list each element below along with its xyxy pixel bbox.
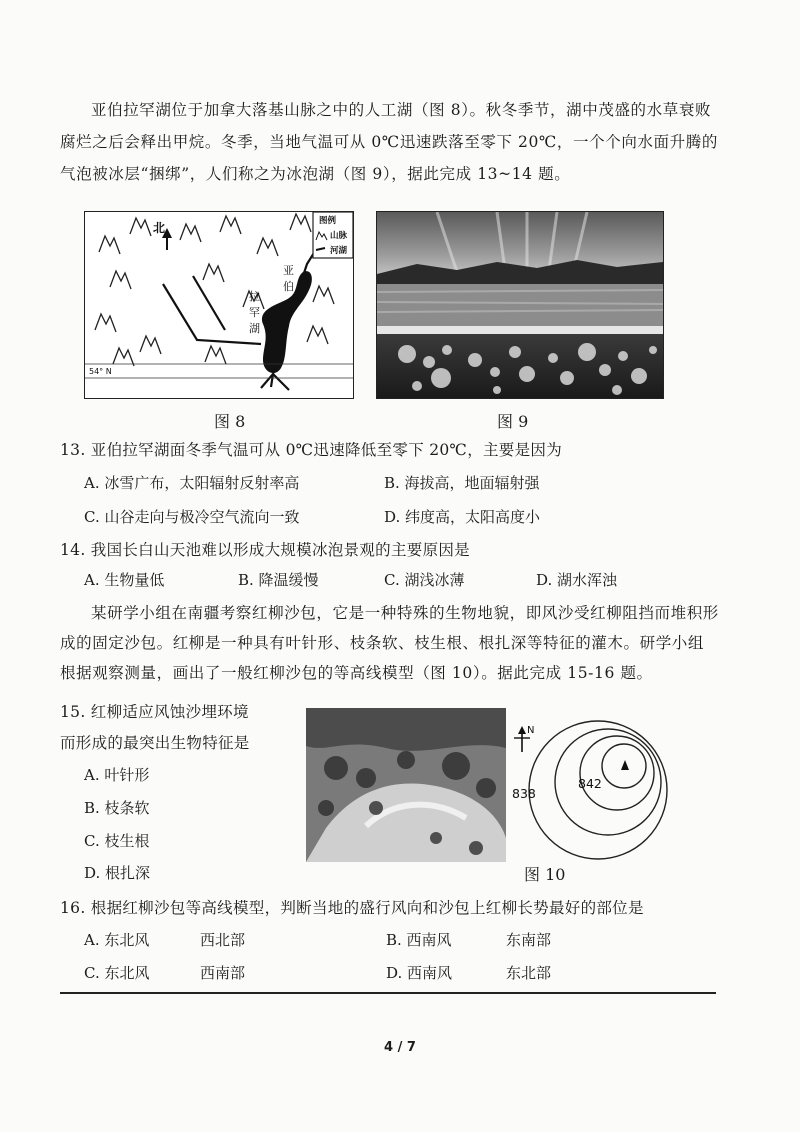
north-arrow-icon — [153, 221, 172, 250]
legend-river-lake-label: 河湖 — [330, 246, 348, 256]
question-16-option-b-direction: B. 西南风 — [386, 931, 452, 949]
lake-label-char: 罕 — [249, 306, 260, 319]
question-16-option-a-part: 西北部 — [200, 931, 246, 949]
question-15-option-d: D. 根扎深 — [84, 864, 151, 882]
question-14-option-d: D. 湖水浑浊 — [536, 571, 618, 589]
figure-10-photo — [306, 708, 506, 862]
question-14-option-b: B. 降温缓慢 — [238, 571, 319, 589]
figure-8-map — [84, 211, 354, 399]
question-14-option-a: A. 生物量低 — [84, 571, 165, 589]
figure-8-caption: 图 8 — [214, 412, 246, 431]
peak-marker-icon — [621, 760, 629, 770]
question-16-stem: 16. 根据红柳沙包等高线模型，判断当地的盛行风向和沙包上红柳长势最好的部位是 — [60, 899, 644, 917]
question-16-option-d-part: 东北部 — [506, 964, 552, 982]
legend-box — [313, 212, 353, 258]
legend-title: 图例 — [319, 216, 337, 226]
question-13-option-a: A. 冰雪广布，太阳辐射反射率高 — [84, 474, 300, 492]
question-15-option-a: A. 叶针形 — [84, 766, 150, 784]
question-15-stem-line-2: 而形成的最突出生物特征是 — [60, 734, 250, 752]
question-16-option-c-part: 西南部 — [200, 964, 246, 982]
ice-bubble-photo — [377, 212, 663, 398]
lake-label-char: 伯 — [283, 280, 294, 293]
question-16-option-a-direction: A. 东北风 — [84, 931, 150, 949]
question-13-option-c: C. 山谷走向与极冷空气流向一致 — [84, 508, 300, 526]
legend-mountain-label: 山脉 — [330, 231, 348, 241]
question-16-option-d-direction: D. 西南风 — [386, 964, 453, 982]
north-label: 北 — [153, 221, 166, 235]
north-label: N — [527, 725, 535, 736]
question-13-option-b: B. 海拔高，地面辐射强 — [384, 474, 540, 492]
question-14-option-c: C. 湖浅冰薄 — [384, 571, 465, 589]
sand-dune-photo — [306, 708, 506, 862]
contour-label-outer: 838 — [512, 786, 536, 801]
lake-label-char: 湖 — [249, 322, 260, 335]
question-15-stem-line-1: 15. 红柳适应风蚀沙埋环境 — [60, 703, 249, 721]
question-14-stem: 14. 我国长白山天池难以形成大规模冰泡景观的主要原因是 — [60, 541, 470, 559]
question-13-option-d: D. 纬度高，太阳高度小 — [384, 508, 541, 526]
intro-paragraph-2: 某研学小组在南疆考察红柳沙包，它是一种特殊的生物地貌，即风沙受红柳阻挡而堆积形成的固定沙包。红柳是一种具有叶针形、枝条软、枝生根、根扎深等特征的灌木。研学小组根据观察测量，画出了一般红柳沙包的等高线模型（图 10）。据此完成 15-16 题。 — [60, 604, 719, 682]
contour-label-inner: 842 — [578, 776, 602, 791]
question-16-option-b-part: 东南部 — [506, 931, 552, 949]
question-15-option-b: B. 枝条软 — [84, 799, 150, 817]
map-drawing — [85, 212, 353, 398]
contour-svg — [506, 716, 684, 864]
figure-9-caption: 图 9 — [497, 412, 529, 431]
lake-label-char: 拉 — [249, 290, 260, 303]
north-arrow-icon — [514, 725, 534, 752]
latitude-label: 54° N — [89, 367, 112, 376]
figure-10-contour-diagram — [506, 716, 684, 864]
latitude-line — [85, 364, 353, 378]
page-number: 4 / 7 — [384, 1040, 416, 1055]
question-16-option-c-direction: C. 东北风 — [84, 964, 150, 982]
lake-label-char: 亚 — [283, 264, 294, 277]
question-13-stem: 13. 亚伯拉罕湖面冬季气温可从 0℃迅速降低至零下 20℃，主要是因为 — [60, 441, 562, 459]
intro-paragraph-1: 亚伯拉罕湖位于加拿大落基山脉之中的人工湖（图 8）。秋冬季节，湖中茂盛的水草衰败腐烂之后会释出甲烷。冬季，当地气温可从 0℃迅速跌落至零下 20℃，一个个向水面升腾的气泡被冰层“捆绑”，人们称之为冰泡湖（图 9），据此完成 13~14 题。 — [60, 101, 718, 183]
footer-divider — [60, 992, 716, 994]
question-15-option-c: C. 枝生根 — [84, 832, 150, 850]
figure-10-caption: 图 10 — [524, 865, 566, 884]
figure-9-photo — [376, 211, 664, 399]
